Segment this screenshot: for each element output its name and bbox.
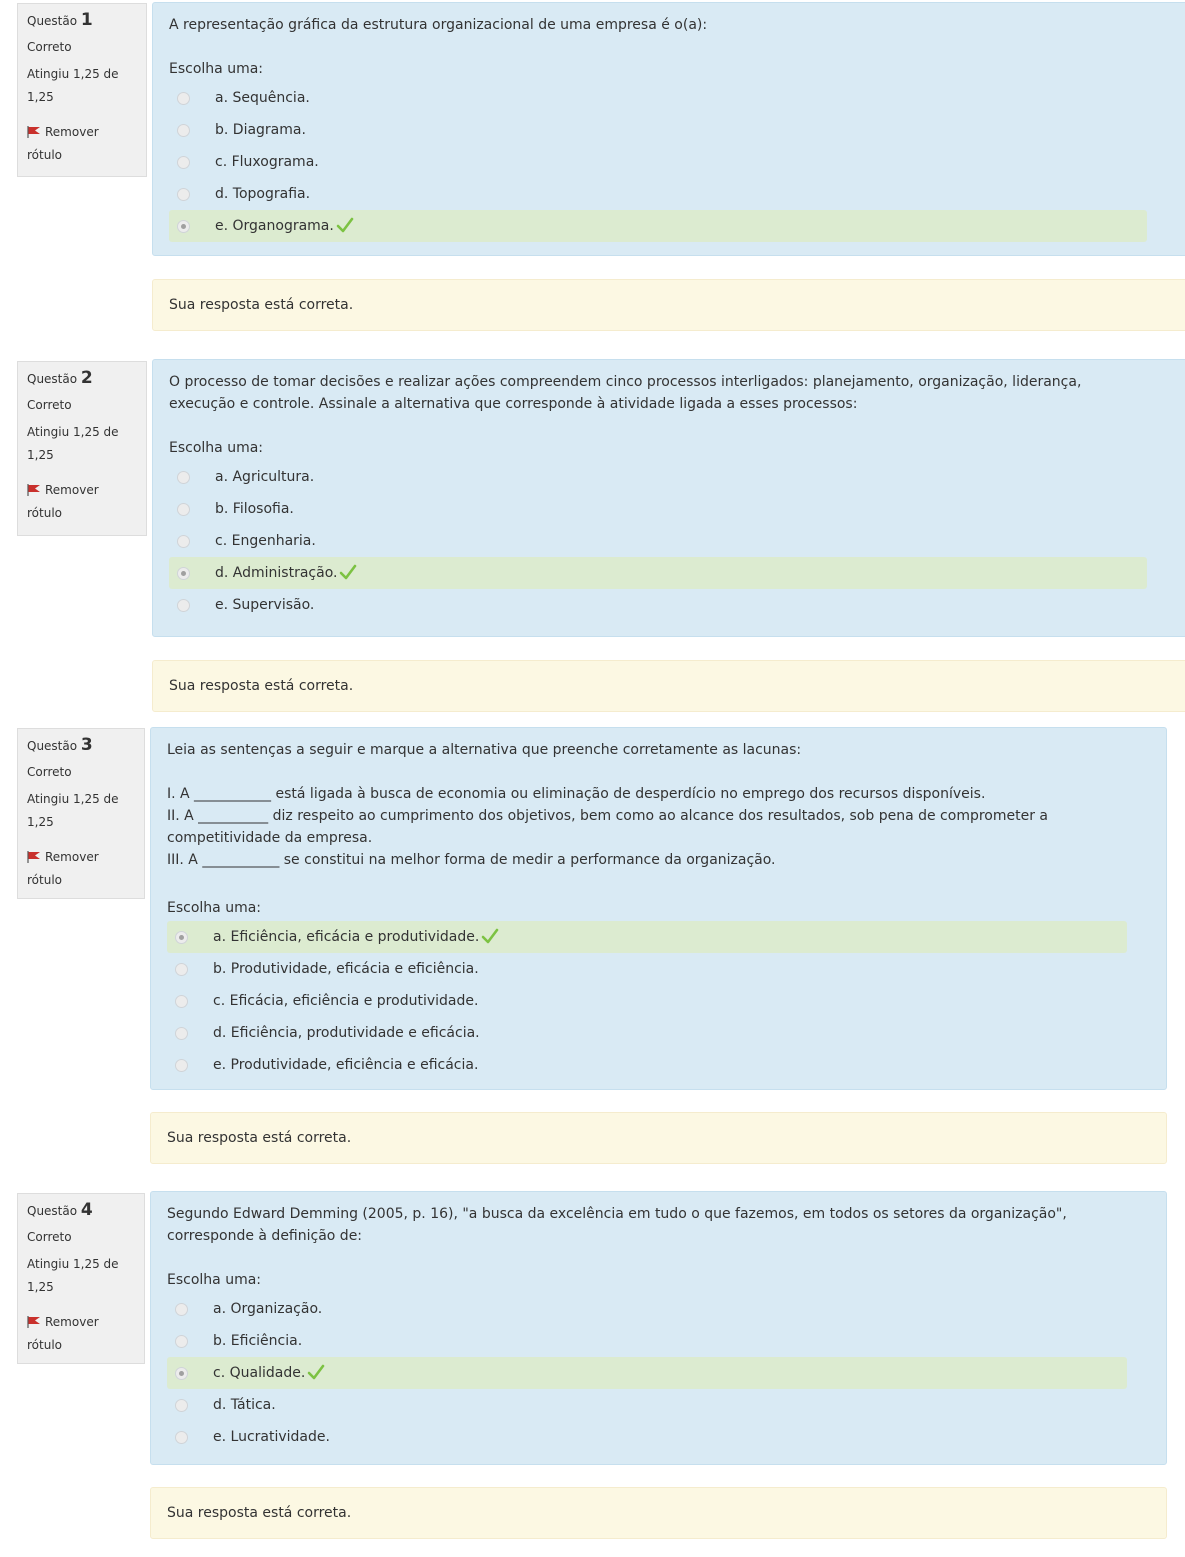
question-state: Correto bbox=[27, 40, 72, 54]
answer-option[interactable]: a. Organização. bbox=[167, 1293, 1127, 1325]
radio-button[interactable] bbox=[177, 599, 190, 612]
feedback-box bbox=[150, 1487, 1167, 1539]
flag-icon bbox=[27, 1316, 41, 1328]
question-state: Correto bbox=[27, 1230, 72, 1244]
answer-list bbox=[169, 82, 1147, 242]
question-grade: Atingiu 1,25 de 1,25 bbox=[27, 1257, 119, 1294]
feedback-text: Sua resposta está correta. bbox=[169, 297, 354, 313]
answer-list bbox=[167, 1293, 1127, 1453]
remove-flag-link[interactable]: Remover rótulo bbox=[27, 483, 99, 520]
check-icon bbox=[307, 1364, 325, 1380]
question-formulation bbox=[152, 2, 1185, 256]
answer-option[interactable]: e. Supervisão. bbox=[169, 589, 1147, 621]
answer-option[interactable]: c. Engenharia. bbox=[169, 525, 1147, 557]
flag-icon bbox=[27, 126, 41, 138]
answer-option-selected[interactable]: e. Organograma. bbox=[169, 210, 1147, 242]
answer-option-selected[interactable]: d. Administração. bbox=[169, 557, 1147, 589]
answer-option[interactable]: d. Topografia. bbox=[169, 178, 1147, 210]
question-number: Questão 1 bbox=[27, 10, 93, 30]
remove-flag-link[interactable]: Remover rótulo bbox=[27, 1315, 99, 1352]
radio-button[interactable] bbox=[175, 963, 188, 976]
answer-option[interactable]: b. Eficiência. bbox=[167, 1325, 1127, 1357]
feedback-text: Sua resposta está correta. bbox=[169, 678, 354, 694]
answer-option[interactable]: b. Produtividade, eficácia e eficiência. bbox=[167, 953, 1127, 985]
radio-button[interactable] bbox=[175, 1335, 188, 1348]
radio-button[interactable] bbox=[177, 471, 190, 484]
answer-prompt: Escolha uma: bbox=[167, 900, 262, 916]
answer-list bbox=[167, 921, 1127, 1081]
question-grade: Atingiu 1,25 de 1,25 bbox=[27, 792, 119, 829]
question-info bbox=[17, 3, 147, 177]
flag-icon bbox=[27, 484, 41, 496]
answer-option[interactable]: a. Sequência. bbox=[169, 82, 1147, 114]
question-number: Questão 2 bbox=[27, 368, 93, 388]
answer-list bbox=[169, 461, 1147, 621]
feedback-text: Sua resposta está correta. bbox=[167, 1505, 352, 1521]
flag-icon bbox=[27, 851, 41, 863]
feedback-text: Sua resposta está correta. bbox=[167, 1130, 352, 1146]
radio-button-checked[interactable] bbox=[177, 220, 190, 233]
radio-button[interactable] bbox=[175, 1303, 188, 1316]
question-number: Questão 3 bbox=[27, 735, 93, 755]
radio-button-checked[interactable] bbox=[177, 567, 190, 580]
radio-button[interactable] bbox=[175, 1431, 188, 1444]
question-info bbox=[17, 1193, 145, 1364]
question-grade: Atingiu 1,25 de 1,25 bbox=[27, 67, 119, 104]
answer-prompt: Escolha uma: bbox=[169, 440, 264, 456]
question-formulation bbox=[152, 359, 1185, 637]
answer-option[interactable]: e. Produtividade, eficiência e eficácia. bbox=[167, 1049, 1127, 1081]
feedback-box bbox=[152, 279, 1185, 331]
feedback-box bbox=[152, 660, 1185, 712]
check-icon bbox=[339, 564, 357, 580]
answer-option-selected[interactable]: a. Eficiência, eficácia e produtividade. bbox=[167, 921, 1127, 953]
answer-option[interactable]: b. Filosofia. bbox=[169, 493, 1147, 525]
answer-option[interactable]: c. Eficácia, eficiência e produtividade. bbox=[167, 985, 1127, 1017]
feedback-box bbox=[150, 1112, 1167, 1164]
radio-button[interactable] bbox=[177, 92, 190, 105]
radio-button[interactable] bbox=[177, 156, 190, 169]
question-state: Correto bbox=[27, 765, 72, 779]
answer-prompt: Escolha uma: bbox=[167, 1272, 262, 1288]
radio-button[interactable] bbox=[177, 124, 190, 137]
answer-option[interactable]: d. Eficiência, produtividade e eficácia. bbox=[167, 1017, 1127, 1049]
question-info bbox=[17, 361, 147, 536]
question-state: Correto bbox=[27, 398, 72, 412]
answer-prompt: Escolha uma: bbox=[169, 61, 264, 77]
answer-option[interactable]: e. Lucratividade. bbox=[167, 1421, 1127, 1453]
question-formulation bbox=[150, 727, 1167, 1090]
question-number: Questão 4 bbox=[27, 1200, 93, 1220]
question-formulation bbox=[150, 1191, 1167, 1465]
answer-option[interactable]: c. Fluxograma. bbox=[169, 146, 1147, 178]
radio-button[interactable] bbox=[175, 1399, 188, 1412]
question-info bbox=[17, 728, 145, 899]
check-icon bbox=[336, 217, 354, 233]
remove-flag-link[interactable]: Remover rótulo bbox=[27, 125, 99, 162]
check-icon bbox=[481, 928, 499, 944]
answer-option[interactable]: a. Agricultura. bbox=[169, 461, 1147, 493]
radio-button-checked[interactable] bbox=[175, 931, 188, 944]
radio-button[interactable] bbox=[177, 188, 190, 201]
answer-option-selected[interactable]: c. Qualidade. bbox=[167, 1357, 1127, 1389]
question-text: Leia as sentenças a seguir e marque a alternativa que preenche corretamente as lacunas: I. A ___________ está ligada à busca de economia ou eliminação de desperdício no emprego dos recursos disponíveis. II. A __________ diz respeito ao cumprimento dos objetivos, bem como ao alcance dos resultados, sob pena de comprometer a competitividade da empresa. III. A ___________ se constitui na melhor forma de medir a performance da organização. bbox=[167, 742, 1048, 868]
question-grade: Atingiu 1,25 de 1,25 bbox=[27, 425, 119, 462]
answer-option[interactable]: d. Tática. bbox=[167, 1389, 1127, 1421]
radio-button[interactable] bbox=[175, 1027, 188, 1040]
radio-button[interactable] bbox=[177, 503, 190, 516]
radio-button[interactable] bbox=[175, 1059, 188, 1072]
answer-option[interactable]: b. Diagrama. bbox=[169, 114, 1147, 146]
question-text: Segundo Edward Demming (2005, p. 16), "a busca da excelência em tudo o que fazemos, em todos os setores da organização", corresponde à definição de: bbox=[167, 1206, 1067, 1244]
radio-button[interactable] bbox=[175, 995, 188, 1008]
radio-button[interactable] bbox=[177, 535, 190, 548]
remove-flag-link[interactable]: Remover rótulo bbox=[27, 850, 99, 887]
question-text: O processo de tomar decisões e realizar ações compreendem cinco processos interligados: planejamento, organização, liderança, execução e controle. Assinale a alternativa que corresponde à atividade ligada a esses processos: bbox=[169, 374, 1082, 412]
question-text: A representação gráfica da estrutura organizacional de uma empresa é o(a): bbox=[169, 17, 708, 33]
radio-button-checked[interactable] bbox=[175, 1367, 188, 1380]
